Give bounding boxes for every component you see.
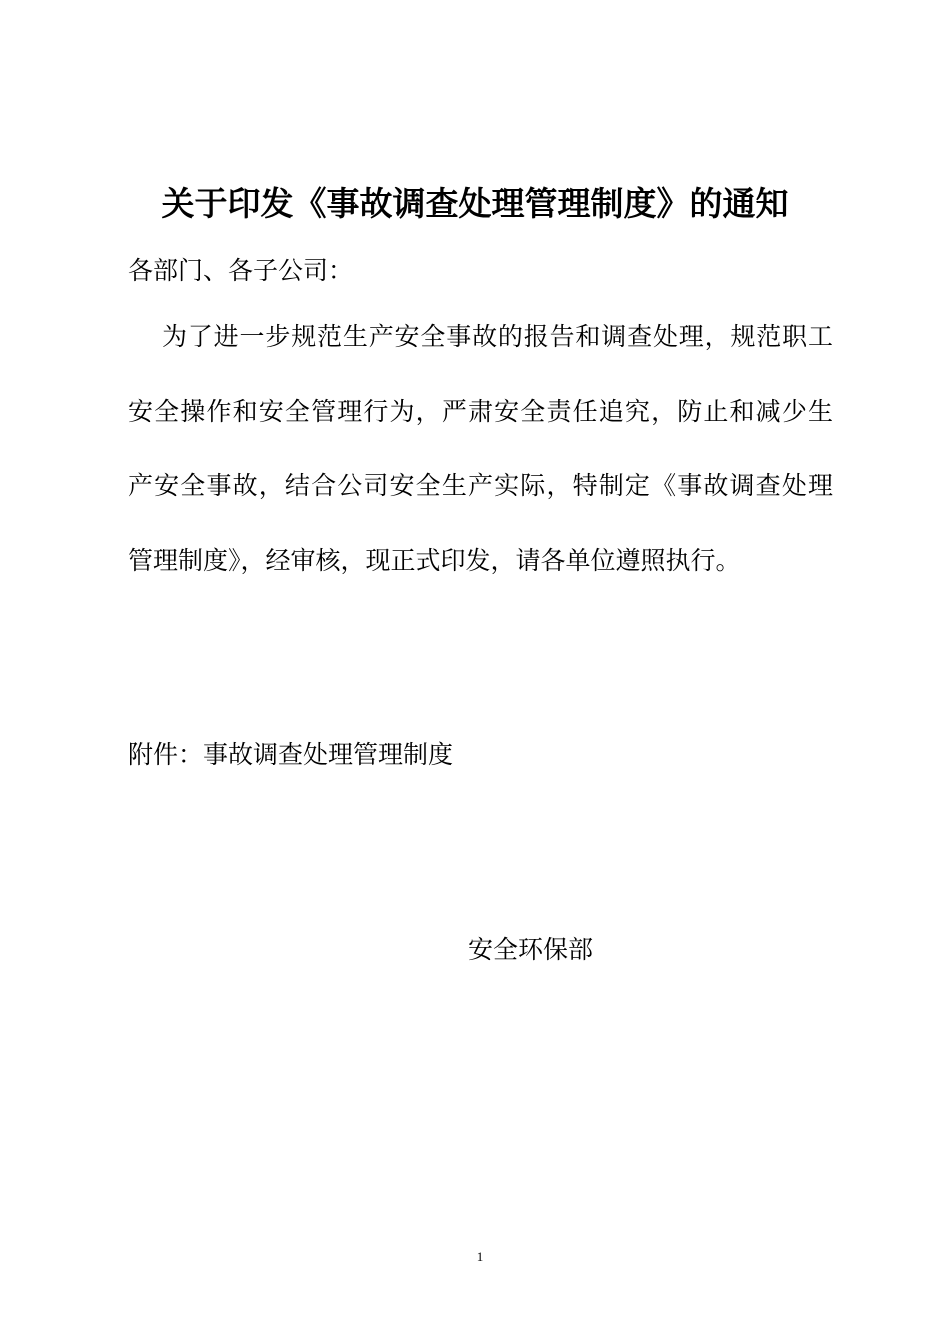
document-title: 关于印发《事故调查处理管理制度》的通知 <box>161 184 789 223</box>
body-line: 安全操作和安全管理行为，严肃安全责任追究，防止和减少生 <box>128 396 833 426</box>
body-line: 产安全事故，结合公司安全生产实际，特制定《事故调查处理 <box>128 471 833 500</box>
attachment-note: 附件：事故调查处理管理制度 <box>128 740 454 769</box>
body-line: 管理制度》，经审核，现正式印发，请各单位遵照执行。 <box>128 545 741 575</box>
issuer-signature: 安全环保部 <box>468 935 594 964</box>
body-line: 为了进一步规范生产安全事故的报告和调查处理，规范职工 <box>162 322 833 351</box>
body-paragraph <box>128 318 833 616</box>
salutation: 各部门、各子公司： <box>128 256 354 285</box>
page-number: 1 <box>476 1249 484 1264</box>
